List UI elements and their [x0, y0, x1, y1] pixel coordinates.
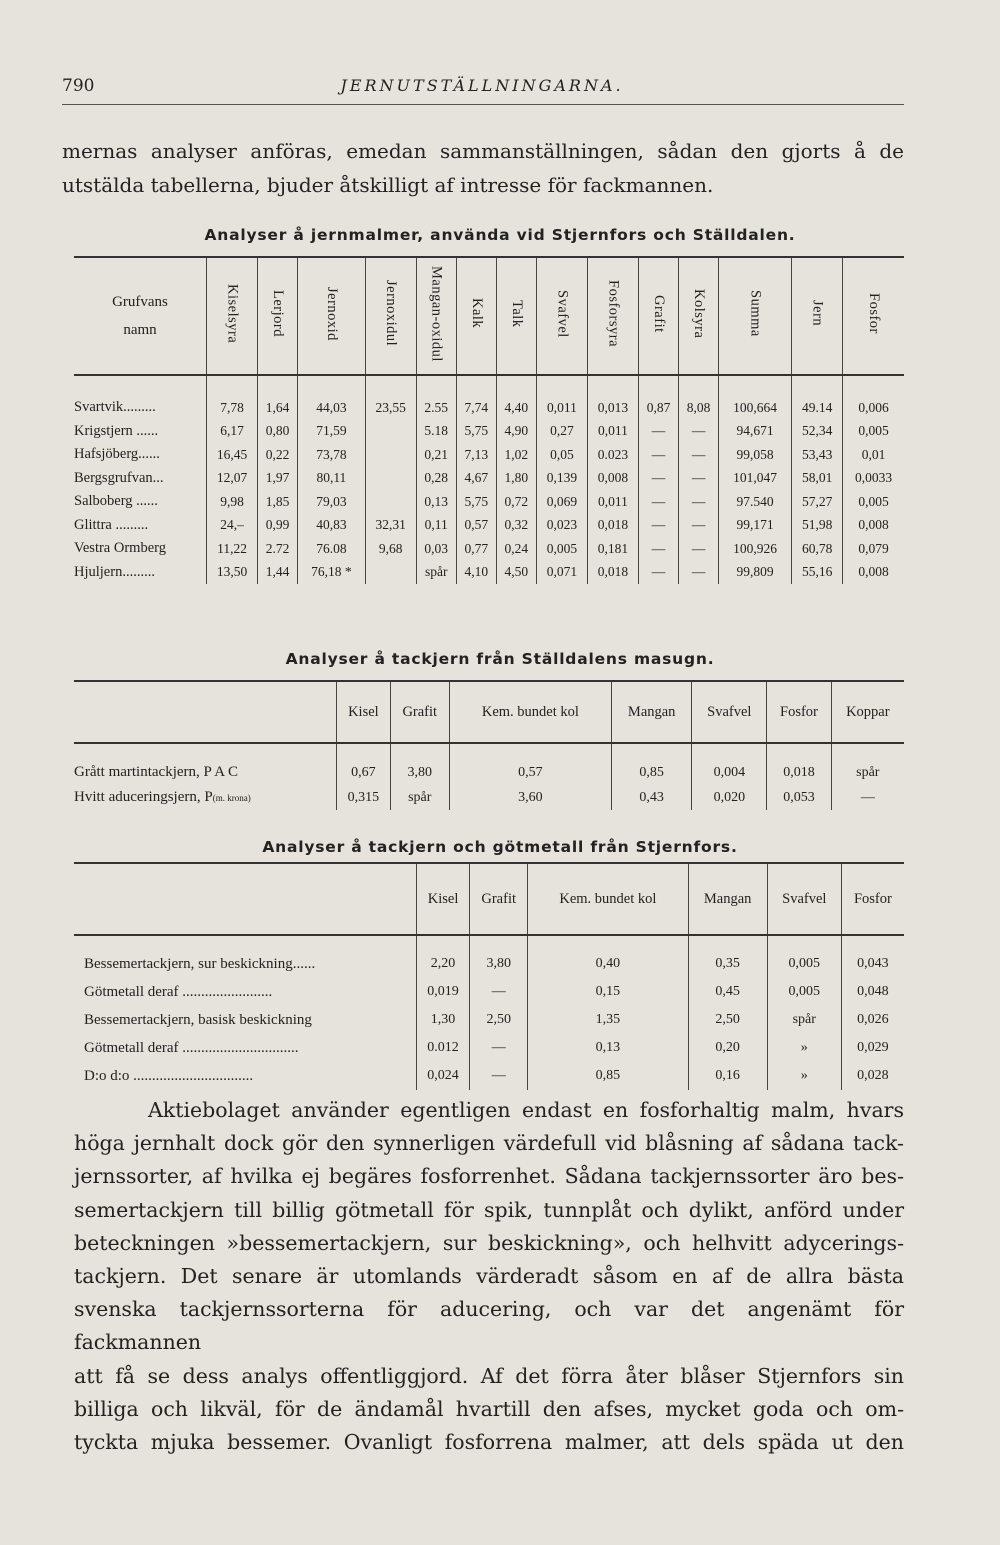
cell-value: 1,30	[417, 1006, 470, 1034]
page-number: 790	[62, 76, 95, 96]
cell-value: 3,80	[390, 743, 449, 785]
cell-value: 99,809	[719, 561, 792, 585]
column-header-mine-name	[74, 257, 207, 375]
cell-value: 0,011	[587, 490, 638, 514]
cell-value: 97.540	[719, 490, 792, 514]
cell-value: 24,–	[207, 514, 258, 538]
column-header-kisel: Kisel	[417, 863, 470, 935]
column-header-mangan: Mangan	[612, 681, 692, 743]
cell-value: 0,079	[843, 537, 904, 561]
pig-iron-note: (m. kronа)	[212, 793, 251, 803]
cell-value: 12,07	[207, 467, 258, 491]
table-row	[74, 375, 904, 420]
cell-value: 0,043	[841, 935, 904, 978]
column-label: Fosfor	[866, 293, 883, 334]
column-header-grafit: Grafit	[470, 863, 528, 935]
cell-value: 0,05	[536, 443, 587, 467]
cell-value: 0,024	[417, 1062, 470, 1090]
cell-value: 100,664	[719, 375, 792, 420]
cell-value: 0,16	[688, 1062, 767, 1090]
cell-value: 99,058	[719, 443, 792, 467]
cell-value: —	[679, 537, 719, 561]
column-header-blank	[74, 863, 417, 935]
cell-value: 0,005	[536, 537, 587, 561]
cell-value: 0,005	[767, 978, 841, 1006]
cell-value: 0,181	[587, 537, 638, 561]
column-label: Jern	[809, 300, 826, 327]
cell-value: 0,023	[536, 514, 587, 538]
cell-value: 0,85	[528, 1062, 688, 1090]
column-header-grafit: Grafit	[390, 681, 449, 743]
cell-value: 0,020	[692, 785, 767, 810]
body-line: tyckta mjuka bessemer. Ovanligt fosforrena malmer, att dels späda ut den	[74, 1430, 904, 1455]
cell-value: »	[767, 1034, 841, 1062]
column-label: Jernoxidul	[383, 280, 400, 347]
pig-iron-analysis-table	[74, 680, 904, 810]
cell-value: 0,018	[767, 743, 831, 785]
cell-value: —	[470, 1034, 528, 1062]
cell-value: spår	[416, 561, 456, 585]
mine-name: Krigstjern ......	[74, 422, 159, 439]
cell-value: —	[638, 537, 678, 561]
pig-iron-label: Grått martintackjern, P A C	[74, 764, 238, 780]
cell-value: 0,43	[612, 785, 692, 810]
cell-value: 55,16	[792, 561, 843, 585]
cell-value: —	[679, 443, 719, 467]
cell-value: spår	[390, 785, 449, 810]
cell-value: —	[679, 420, 719, 444]
column-header-jern	[792, 257, 843, 375]
cell-value: 5.18	[416, 420, 456, 444]
column-label: Summa	[747, 290, 764, 337]
cell-value: 0,01	[843, 443, 904, 467]
cell-value: —	[638, 443, 678, 467]
cell-value: 4,40	[496, 375, 536, 420]
mine-name: Svartvik.........	[74, 399, 156, 416]
mine-name: Bergsgrufvan...	[74, 469, 164, 486]
cell-value: —	[638, 490, 678, 514]
table1-title: Analyser å jernmalmer, använda vid Stjernfors och Ställdalen.	[204, 226, 796, 244]
cell-value: 0,11	[416, 514, 456, 538]
column-label: Kolsyra	[691, 288, 708, 339]
column-header-jernoxid	[298, 257, 366, 375]
cell-value: —	[638, 514, 678, 538]
cell-value: —	[470, 1062, 528, 1090]
material-name: D:o d:o ................................	[84, 1067, 254, 1084]
column-header-kalk	[456, 257, 496, 375]
column-header-kolsyra	[679, 257, 719, 375]
cell-value: 0,24	[496, 537, 536, 561]
column-header-jernoxidul	[365, 257, 416, 375]
table2-title: Analyser å tackjern från Ställdalens masugn.	[285, 650, 715, 668]
running-title: JERNUTSTÄLLNINGARNA.	[340, 76, 624, 95]
cell-value: 57,27	[792, 490, 843, 514]
cell-value: 76.08	[298, 537, 366, 561]
cell-value: 58,01	[792, 467, 843, 491]
table-row	[74, 467, 904, 491]
cell-value: 0,019	[417, 978, 470, 1006]
column-label: Kalk	[468, 298, 485, 329]
table-row	[74, 785, 904, 810]
cell-value: 0,029	[841, 1034, 904, 1062]
cell-value: 3,80	[470, 935, 528, 978]
cell-value: 4,67	[456, 467, 496, 491]
cell-value: 0,026	[841, 1006, 904, 1034]
intro-paragraph	[62, 134, 904, 202]
ore-analysis-table	[74, 256, 904, 584]
cell-value: 99,171	[719, 514, 792, 538]
cell-value: 9,98	[207, 490, 258, 514]
cell-value: 0,13	[416, 490, 456, 514]
cell-value: 7,74	[456, 375, 496, 420]
table-row	[74, 1034, 904, 1062]
cell-value: 23,55	[365, 375, 416, 420]
column-header-summa	[719, 257, 792, 375]
cell-value: 3,60	[449, 785, 611, 810]
cell-value: 60,78	[792, 537, 843, 561]
column-header-grafit	[638, 257, 678, 375]
cell-value: 0,013	[587, 375, 638, 420]
table-row	[74, 978, 904, 1006]
cell-value: 0,20	[688, 1034, 767, 1062]
cell-value: 0,139	[536, 467, 587, 491]
cell-value: spår	[767, 1006, 841, 1034]
column-header-mangan-oxidul	[416, 257, 456, 375]
cell-value: —	[679, 561, 719, 585]
cell-value: 52,34	[792, 420, 843, 444]
cell-value: 4,50	[496, 561, 536, 585]
cell-value: 9,68	[365, 537, 416, 561]
material-name: Bessemertackjern, sur beskickning......	[84, 955, 316, 972]
cell-value: 6,17	[207, 420, 258, 444]
body-line: beteckningen »bessemertackjern, sur beskickning», och helhvitt adycerings-	[74, 1230, 904, 1255]
ingot-metal-analysis-table	[74, 862, 904, 1090]
pig-iron-name	[74, 743, 337, 785]
cell-value: 1,85	[258, 490, 298, 514]
cell-value: 0,85	[612, 743, 692, 785]
cell-value: 11,22	[207, 537, 258, 561]
column-header-svafvel: Svafvel	[767, 863, 841, 935]
cell-value: 0,008	[843, 514, 904, 538]
cell-value: 0,72	[496, 490, 536, 514]
cell-value: »	[767, 1062, 841, 1090]
cell-value: 2.72	[258, 537, 298, 561]
cell-value: 79,03	[298, 490, 366, 514]
cell-value: 0,03	[416, 537, 456, 561]
cell-value: 2,50	[688, 1006, 767, 1034]
cell-value: 1,64	[258, 375, 298, 420]
table-row	[74, 743, 904, 785]
body-line: att få se dess analys offentliggjord. Af det förra åter blåser Stjernfors sin	[74, 1363, 904, 1388]
cell-value: 0,87	[638, 375, 678, 420]
cell-value: 0,27	[536, 420, 587, 444]
cell-value: 13,50	[207, 561, 258, 585]
cell-value: 51,98	[792, 514, 843, 538]
column-header-fosfor: Fosfor	[841, 863, 904, 935]
table-row	[74, 1062, 904, 1090]
column-label: Grafit	[651, 294, 667, 333]
material-name: Bessemertackjern, basisk beskickning	[84, 1011, 312, 1028]
cell-value: —	[679, 490, 719, 514]
table-row	[74, 537, 904, 561]
column-header-kiselsyra	[207, 257, 258, 375]
cell-value: 0.023	[587, 443, 638, 467]
cell-value: 0,005	[843, 420, 904, 444]
cell-value: 0,77	[456, 537, 496, 561]
column-header-svafvel	[536, 257, 587, 375]
cell-value: 0,048	[841, 978, 904, 1006]
column-header-koppar: Koppar	[831, 681, 904, 743]
cell-value	[365, 561, 416, 585]
cell-value: 44,03	[298, 375, 366, 420]
cell-value: 5,75	[456, 420, 496, 444]
cell-value: 0,008	[587, 467, 638, 491]
cell-value: 0.012	[417, 1034, 470, 1062]
cell-value: 1,44	[258, 561, 298, 585]
cell-value: —	[638, 467, 678, 491]
cell-value: 4,10	[456, 561, 496, 585]
column-label: Svafvel	[554, 289, 571, 338]
cell-value: —	[470, 978, 528, 1006]
table-row	[74, 514, 904, 538]
cell-value: 1,02	[496, 443, 536, 467]
cell-value: —	[831, 785, 904, 810]
body-paragraph	[74, 1094, 904, 1459]
column-header-fosforsyra	[587, 257, 638, 375]
cell-value	[365, 490, 416, 514]
cell-value: —	[638, 561, 678, 585]
cell-value: 49.14	[792, 375, 843, 420]
cell-value: 0,40	[528, 935, 688, 978]
mine-name: Hjuljern.........	[74, 563, 155, 580]
body-line: semertackjern till billig götmetall för spik, tunnplåt och dylikt, anförd under	[74, 1197, 904, 1222]
cell-value: 0,21	[416, 443, 456, 467]
cell-value: 0,071	[536, 561, 587, 585]
cell-value	[365, 467, 416, 491]
cell-value: 0,004	[692, 743, 767, 785]
body-line: tackjern. Det senare är utomlands värderadt såsom en af de allra bästa	[74, 1264, 904, 1289]
cell-value: —	[679, 514, 719, 538]
cell-value: 0,15	[528, 978, 688, 1006]
cell-value: 0,005	[767, 935, 841, 978]
column-header-svafvel: Svafvel	[692, 681, 767, 743]
cell-value: 94,671	[719, 420, 792, 444]
cell-value: 0,011	[536, 375, 587, 420]
cell-value: 8,08	[679, 375, 719, 420]
cell-value: 0,028	[841, 1062, 904, 1090]
cell-value: 0,005	[843, 490, 904, 514]
cell-value: 0,006	[843, 375, 904, 420]
cell-value: 0,67	[337, 743, 391, 785]
running-header	[62, 76, 902, 100]
mine-name: Salboberg ......	[74, 493, 158, 510]
pig-iron-label: Hvitt aduceringsjern, P	[74, 789, 213, 805]
cell-value: 0,57	[449, 743, 611, 785]
cell-value: 7,78	[207, 375, 258, 420]
column-label: Lerjord	[270, 290, 287, 337]
column-label: Fosforsyra	[605, 279, 622, 348]
cell-value: 16,45	[207, 443, 258, 467]
cell-value: 0,053	[767, 785, 831, 810]
cell-value: 0,018	[587, 514, 638, 538]
table-row	[74, 420, 904, 444]
cell-value: 4,90	[496, 420, 536, 444]
table-row	[74, 490, 904, 514]
cell-value: 101,047	[719, 467, 792, 491]
pig-iron-name	[74, 785, 337, 810]
cell-value: —	[638, 420, 678, 444]
cell-value: 0,011	[587, 420, 638, 444]
cell-value: 0,008	[843, 561, 904, 585]
cell-value: 1,97	[258, 467, 298, 491]
cell-value: 0,57	[456, 514, 496, 538]
cell-value	[365, 420, 416, 444]
cell-value: 53,43	[792, 443, 843, 467]
body-line: Aktiebolaget använder egentligen endast en fosforhaltig malm, hvars	[148, 1098, 904, 1122]
cell-value: 0,28	[416, 467, 456, 491]
cell-value: 0,069	[536, 490, 587, 514]
cell-value: 0,99	[258, 514, 298, 538]
cell-value: spår	[831, 743, 904, 785]
mine-name-header: Grufvans namn	[112, 294, 168, 338]
table-row	[74, 935, 904, 978]
cell-value: 1,35	[528, 1006, 688, 1034]
cell-value: —	[679, 467, 719, 491]
cell-value: 0,315	[337, 785, 391, 810]
cell-value: 0,018	[587, 561, 638, 585]
column-label: Mangan-oxidul	[428, 265, 445, 362]
cell-value: 0,22	[258, 443, 298, 467]
column-header-kem-bundet-kol: Kem. bundet kol	[449, 681, 611, 743]
cell-value: 76,18 *	[298, 561, 366, 585]
cell-value	[365, 443, 416, 467]
material-name: Götmetall deraf ...............................	[84, 1039, 299, 1056]
intro-line: utstälda tabellerna, bjuder åtskilligt af intresse för fackmannen.	[62, 173, 714, 197]
column-header-talk	[496, 257, 536, 375]
mine-name: Hafsjöberg......	[74, 446, 160, 463]
cell-value: 0,0033	[843, 467, 904, 491]
cell-value: 0,13	[528, 1034, 688, 1062]
cell-value: 71,59	[298, 420, 366, 444]
body-line: höga jernhalt dock gör den synnerligen värdefull vid blåsning af sådana tack-	[74, 1131, 904, 1156]
cell-value: 0,35	[688, 935, 767, 978]
cell-value: 2,50	[470, 1006, 528, 1034]
cell-value: 7,13	[456, 443, 496, 467]
cell-value: 0,80	[258, 420, 298, 444]
cell-value: 73,78	[298, 443, 366, 467]
column-header-fosfor: Fosfor	[767, 681, 831, 743]
column-label: Kiselsyra	[224, 283, 241, 344]
column-header-mangan: Mangan	[688, 863, 767, 935]
intro-line: mernas analyser anföras, emedan sammanställningen, sådan den gjorts å de	[62, 139, 904, 163]
cell-value: 40,83	[298, 514, 366, 538]
mine-name: Vestra Ormberg	[74, 540, 166, 557]
column-header-kem-bundet-kol: Kem. bundet kol	[528, 863, 688, 935]
cell-value: 32,31	[365, 514, 416, 538]
column-label: Jernoxid	[323, 286, 340, 341]
table-row	[74, 561, 904, 585]
cell-value: 0,32	[496, 514, 536, 538]
material-name: Götmetall deraf ........................	[84, 983, 273, 1000]
mine-name: Glittra .........	[74, 516, 149, 533]
cell-value: 2.55	[416, 375, 456, 420]
cell-value: 5,75	[456, 490, 496, 514]
cell-value: 80,11	[298, 467, 366, 491]
column-header-lerjord	[258, 257, 298, 375]
cell-value: 0,45	[688, 978, 767, 1006]
column-header-kisel: Kisel	[337, 681, 391, 743]
body-line: billiga och likväl, för de ändamål hvartill den afses, mycket goda och om-	[74, 1396, 904, 1421]
body-line: jernssorter, af hvilka ej begäres fosforrenhet. Sådana tackjernssorter äro bes-	[74, 1164, 904, 1189]
column-label: Talk	[508, 299, 525, 328]
cell-value: 100,926	[719, 537, 792, 561]
table-row	[74, 443, 904, 467]
header-rule	[62, 104, 904, 105]
column-header-fosfor	[843, 257, 904, 375]
cell-value: 2,20	[417, 935, 470, 978]
body-line: svenska tackjernssorterna för aducering, och var det angenämt för fackmannen	[74, 1297, 904, 1355]
column-header-blank	[74, 681, 337, 743]
cell-value: 1,80	[496, 467, 536, 491]
table-row	[74, 1006, 904, 1034]
table3-title: Analyser å tackjern och götmetall från Stjernfors.	[262, 838, 738, 856]
